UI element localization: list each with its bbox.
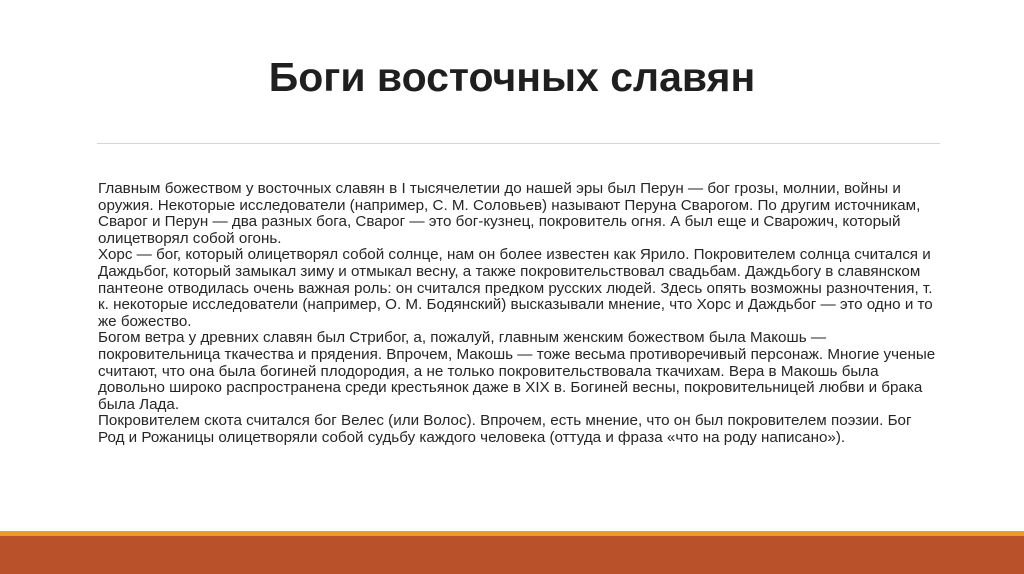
slide-body bbox=[98, 181, 940, 447]
paragraph-perun: Главным божеством у восточных славян в I тысячелетии до нашей эры был Перун — бог грозы, молнии, войны и оружия. Некоторые исследователи (например, С. М. Соловьев) называют Перуна Сварогом. По другим источникам, Сварог и Перун — два разных бога, Сварог — это бог-кузнец, покровитель огня. А был еще и Сварожич, который олицетворял собой огонь. bbox=[98, 180, 921, 247]
paragraph-khors: Хорс — бог, который олицетворял собой солнце, нам он более известен как Ярило. Покровителем солнца считался и Даждьбог, который замыкал зиму и отмыкал весну, а также покровительствовал свадьбам. Даждьбогу в славянском пантеоне отводилась очень важная роль: он считался предком русских людей. Здесь опять возможны разночтения, т. к. некоторые исследователи (например, О. М. Бодянский) высказывали мнение, что Хорс и Даждьбог — это одно и то же божество. bbox=[98, 246, 933, 330]
footer-bar bbox=[0, 536, 1024, 574]
paragraph-veles: Покровителем скота считался бог Велес (или Волос). Впрочем, есть мнение, что он был покровителем поэзии. Бог Род и Рожаницы олицетворяли собой судьбу каждого человека (оттуда и фраза «что на роду написано»). bbox=[98, 412, 912, 446]
title-divider bbox=[97, 143, 940, 144]
slide-title: Боги восточных славян bbox=[268, 54, 756, 100]
paragraph-stribog: Богом ветра у древних славян был Стрибог, а, пожалуй, главным женским божеством была Макошь — покровительница ткачества и прядения. Впрочем, Макошь — тоже весьма противоречивый персонаж. Многие ученые считают, что она была богиней плодородия, а не только покровительствовала ткачихам. Вера в Макошь была довольно широко распространена среди крестьянок даже в XIX в. Богиней весны, покровительницей любви и брака была Лада. bbox=[98, 329, 936, 413]
